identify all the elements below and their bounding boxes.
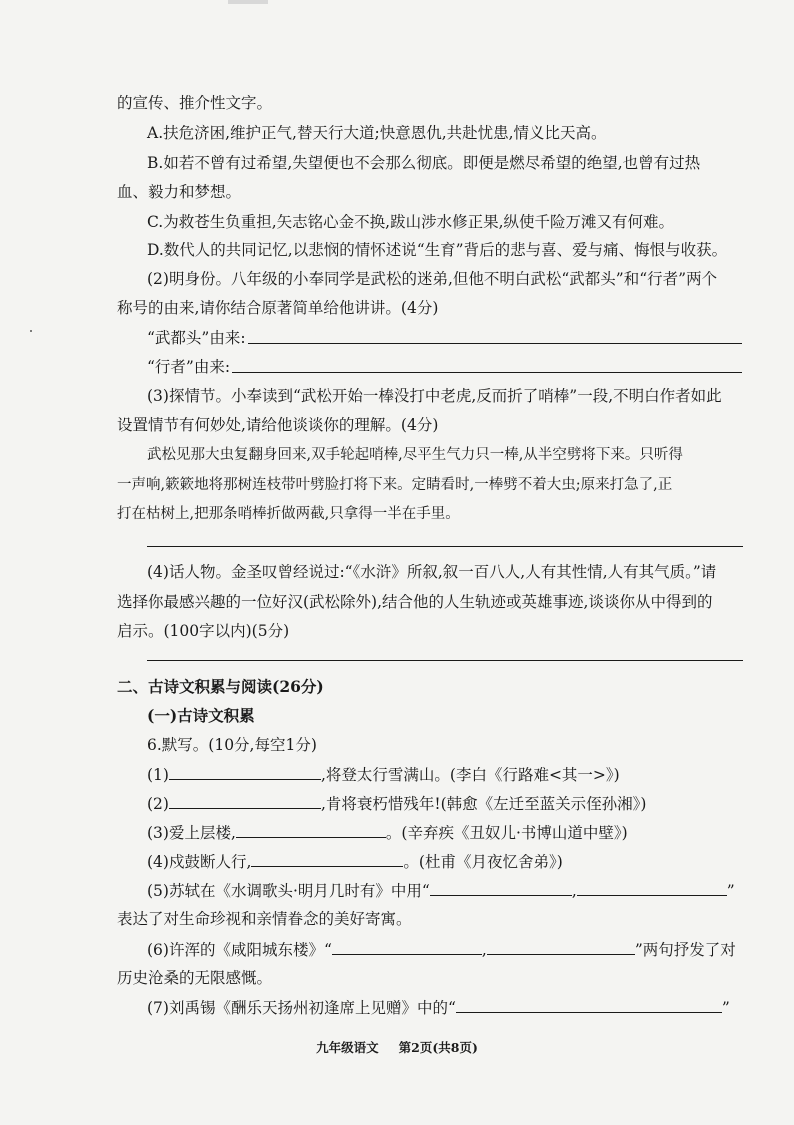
excerpt-line: 武松见那大虫复翻身回来,双手轮起哨棒,尽平生气力只一棒,从半空劈将下来。只听得: [147, 447, 683, 463]
close-quote: ”: [726, 882, 735, 900]
blank-2-text: ,肯将衰朽惜残年!(韩愈《左迁至蓝关示侄孙湘》): [320, 795, 647, 813]
footer-subject: 九年级语文: [316, 1040, 379, 1055]
excerpt-line: 一声响,簌簌地将那树连枝带叶劈脸打将下来。定睛看时,一棒劈不着大虫;原来打急了,正: [117, 477, 673, 493]
blank-1-number: (1): [147, 766, 169, 784]
blank-7-line: [147, 996, 787, 1019]
blank-4-line: [147, 850, 787, 873]
blank-3-text: (3)爱上层楼,: [147, 824, 236, 842]
blank-6-tail: ”两句抒发了对: [634, 941, 736, 959]
blank-5-text: (5)苏轼在《水调歌头·明月几时有》中用“: [147, 882, 430, 900]
xingzhe-label: “行者”由来:: [147, 358, 231, 376]
blank-1-text: ,将登太行雪满山。(李白《行路难<其一>》): [320, 766, 620, 784]
close-quote: ”: [721, 999, 730, 1017]
wudutou-label: “武都头”由来:: [147, 329, 246, 347]
option-d: D.数代人的共同记忆,以悲悯的情怀述说“生育”背后的悲与喜、爱与痛、悔恨与收获。: [147, 241, 728, 259]
footer-page-number: 第2页(共8页): [398, 1040, 478, 1055]
text-line: 启示。(100字以内)(5分): [117, 622, 290, 640]
excerpt-line: 打在枯树上,把那条哨棒折做两截,只拿得一半在手里。: [117, 506, 460, 522]
blank-6a[interactable]: [332, 938, 482, 955]
answer-line-xingzhe[interactable]: [232, 372, 742, 373]
text-line: 的宣传、推介性文字。: [117, 94, 273, 112]
answer-line-q3[interactable]: [147, 546, 743, 547]
blank-2[interactable]: [169, 792, 321, 809]
text-line: 表达了对生命珍视和亲情眷念的美好寄寓。: [117, 910, 412, 928]
blank-4-source: 。(杜甫《月夜忆舍弟》): [403, 853, 563, 871]
question-6: 6.默写。(10分,每空1分): [147, 736, 317, 754]
answer-line-wudutou[interactable]: [248, 343, 742, 344]
blank-5a[interactable]: [430, 879, 572, 896]
blank-4-text: (4)戍鼓断人行,: [147, 853, 252, 871]
question-3: (3)探情节。小奉读到“武松开始一棒没打中老虎,反而折了哨棒”一段,不明白作者如此: [147, 387, 722, 405]
blank-7-text: (7)刘禹锡《酬乐天扬州初逢席上见赠》中的“: [147, 999, 456, 1017]
text-line: 称号的由来,请你结合原著简单给他讲讲。(4分): [117, 299, 439, 317]
question-2: (2)明身份。八年级的小奉同学是武松的迷弟,但他不明白武松“武都头”和“行者”两个: [147, 270, 718, 288]
text-line: 血、毅力和梦想。: [117, 183, 242, 201]
section-title: 二、古诗文积累与阅读(26分): [117, 677, 324, 696]
blank-6-text: (6)许浑的《咸阳城东楼》“: [147, 941, 332, 959]
blank-2-line: [147, 792, 787, 815]
comma: ,: [481, 941, 487, 959]
question-4: (4)话人物。金圣叹曾经说过:“《水浒》所叙,叙一百八人,人有其性情,人有其气质。”请: [147, 563, 717, 581]
answer-line-q4[interactable]: [147, 660, 743, 661]
blank-5-line: [147, 879, 787, 902]
scan-speck: [30, 330, 32, 332]
subsection-title: (一)古诗文积累: [147, 706, 255, 725]
blank-5b[interactable]: [577, 879, 727, 896]
text-line: 设置情节有何妙处,请给他谈谈你的理解。(4分): [117, 416, 439, 434]
scan-mark: [228, 0, 268, 4]
blank-6b[interactable]: [487, 938, 635, 955]
blank-1[interactable]: [169, 763, 321, 780]
blank-2-number: (2): [147, 795, 169, 813]
blank-7[interactable]: [456, 996, 722, 1013]
comma: ,: [571, 882, 577, 900]
text-line: 历史沧桑的无限感慨。: [117, 969, 273, 987]
blank-6-line: [147, 938, 787, 961]
blank-3-line: [147, 821, 787, 844]
blank-4[interactable]: [251, 850, 403, 867]
option-a: A.扶危济困,维护正气,替天行大道;快意恩仇,共赴忧患,情义比天高。: [147, 124, 607, 142]
text-line: 选择你最感兴趣的一位好汉(武松除外),结合他的人生轨迹或英雄事迹,谈谈你从中得到的: [117, 593, 713, 611]
blank-3[interactable]: [236, 821, 386, 838]
blank-3-source: 。(辛弃疾《丑奴儿·书博山道中壁》): [385, 824, 628, 842]
blank-1-line: [147, 763, 787, 786]
option-b: B.如若不曾有过希望,失望便也不会那么彻底。即便是燃尽希望的绝望,也曾有过热: [147, 154, 701, 172]
option-c: C.为救苍生负重担,矢志铭心金不换,跋山涉水修正果,纵使千险万滩又有何难。: [147, 213, 675, 231]
page-footer: [0, 1038, 794, 1056]
